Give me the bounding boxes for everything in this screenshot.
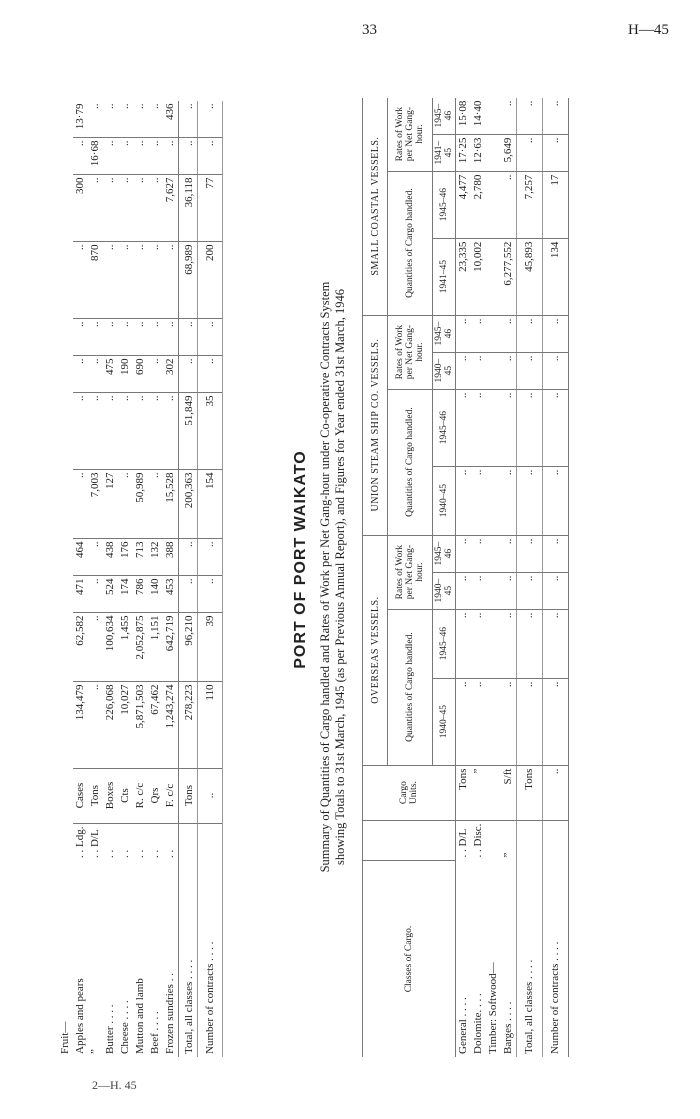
value-cell: ..: [456, 352, 472, 389]
row-unit: F. c/c: [163, 768, 179, 823]
value-cell: ..: [118, 469, 133, 538]
value-cell: ..: [148, 241, 163, 318]
value-cell: ..: [543, 134, 569, 171]
value-cell: ..: [179, 318, 198, 355]
value-cell: ..: [179, 538, 198, 575]
value-cell: ..: [471, 389, 486, 466]
row-unit: Cases: [73, 768, 88, 823]
value-cell: ..: [179, 137, 198, 174]
value-cell: 39: [198, 612, 223, 681]
row-label: Number of contracts . . . .: [198, 861, 223, 1057]
value-cell: ..: [471, 678, 486, 765]
value-cell: 6,277,552: [501, 238, 517, 315]
value-cell: 7,257: [517, 171, 543, 238]
value-cell: 67,462: [148, 681, 163, 768]
document-reference: H—45: [628, 22, 669, 38]
value-cell: 16·68: [88, 137, 103, 174]
table-row: [133, 101, 148, 1057]
value-cell: ..: [163, 392, 179, 469]
value-cell: ..: [133, 101, 148, 138]
row-operation: . . D/L: [457, 828, 469, 858]
table-row: [163, 101, 179, 1057]
value-cell: ..: [543, 98, 569, 135]
value-cell: 690: [133, 355, 148, 392]
value-cell: ..: [471, 609, 486, 678]
value-cell: ..: [133, 137, 148, 174]
value-cell: ..: [103, 392, 118, 469]
row-operation: [486, 820, 501, 860]
value-cell: [486, 572, 501, 609]
value-cell: [486, 535, 501, 572]
value-cell: ..: [501, 609, 517, 678]
value-cell: ..: [148, 469, 163, 538]
value-cell: ..: [456, 572, 472, 609]
row-operation: [517, 820, 543, 860]
value-cell: ..: [148, 392, 163, 469]
year-header: 1945–46: [433, 171, 456, 238]
row-unit: S/ft: [501, 765, 517, 820]
value-cell: 464: [73, 538, 88, 575]
value-cell: 17: [543, 171, 569, 238]
year-header: 1940–45: [433, 352, 456, 389]
value-cell: ..: [88, 174, 103, 241]
value-cell: ..: [501, 389, 517, 466]
value-cell: ..: [118, 174, 133, 241]
row-label: Cheese . . . .: [119, 1000, 131, 1054]
value-cell: ..: [88, 101, 103, 138]
value-cell: ..: [517, 134, 543, 171]
year-header: 1941–45: [433, 134, 456, 171]
value-cell: [486, 352, 501, 389]
upper-cargo-table: [58, 101, 223, 1057]
row-operation: [179, 823, 198, 861]
value-cell: 96,210: [179, 612, 198, 681]
value-cell: 713: [133, 538, 148, 575]
units-header: Cargo Units.: [363, 765, 456, 820]
row-label: Apples and pears: [74, 978, 86, 1054]
value-cell: ..: [501, 352, 517, 389]
value-cell: 127: [103, 469, 118, 538]
row-operation: ”: [502, 852, 514, 858]
value-cell: ..: [198, 355, 223, 392]
row-operation: . . D/L: [89, 829, 101, 858]
row-operation: . . Disc.: [472, 823, 484, 858]
value-cell: ..: [73, 137, 88, 174]
year-header: 1945–46: [433, 98, 456, 135]
value-cell: 300: [73, 174, 88, 241]
row-unit: Qrs: [148, 768, 163, 823]
value-cell: ..: [103, 241, 118, 318]
quantities-header: Quantities of Cargo handled.: [388, 389, 433, 535]
value-cell: 13·79: [73, 101, 88, 138]
row-label: Beef . . . .: [149, 1011, 161, 1054]
value-cell: 278,223: [179, 681, 198, 768]
value-cell: ..: [501, 678, 517, 765]
ldg-header: [363, 820, 456, 860]
value-cell: ..: [456, 389, 472, 466]
page-number: 33: [362, 22, 377, 38]
value-cell: 45,893: [517, 238, 543, 315]
value-cell: ..: [501, 466, 517, 535]
value-cell: 51,849: [179, 392, 198, 469]
value-cell: ..: [198, 137, 223, 174]
value-cell: ..: [471, 315, 486, 352]
row-unit: Tons: [517, 765, 543, 820]
value-cell: ..: [471, 535, 486, 572]
value-cell: ..: [118, 392, 133, 469]
quantities-header: Quantities of Cargo handled.: [388, 609, 433, 765]
value-cell: 471: [73, 575, 88, 612]
value-cell: ..: [471, 352, 486, 389]
value-cell: ..: [88, 575, 103, 612]
caption-line-2: showing Totals to 31st March, 1945 (as per Previous Annual Report), and Figures for Year ended 31st March, 1946: [333, 289, 347, 865]
row-label: Total, all classes . . . .: [179, 861, 198, 1057]
value-cell: 50,989: [133, 469, 148, 538]
value-cell: 77: [198, 174, 223, 241]
value-cell: ..: [148, 137, 163, 174]
value-cell: 7,627: [163, 174, 179, 241]
row-operation: . . Ldg.: [74, 826, 86, 858]
value-cell: 438: [103, 538, 118, 575]
year-header: 1941–45: [433, 238, 456, 315]
value-cell: ..: [543, 609, 569, 678]
value-cell: ..: [501, 572, 517, 609]
value-cell: 642,719: [163, 612, 179, 681]
table-row: [148, 101, 163, 1057]
value-cell: ..: [73, 318, 88, 355]
value-cell: ..: [198, 318, 223, 355]
value-cell: ..: [133, 241, 148, 318]
row-label: ”: [89, 1049, 101, 1054]
value-cell: ..: [103, 137, 118, 174]
row-label: Dolomite. . . .: [472, 993, 484, 1054]
group-label: Fruit—: [59, 1021, 71, 1054]
value-cell: [486, 134, 501, 171]
value-cell: ..: [88, 538, 103, 575]
value-cell: 10,027: [118, 681, 133, 768]
value-cell: ..: [88, 355, 103, 392]
value-cell: ..: [543, 535, 569, 572]
row-label: Butter . . . .: [104, 1004, 116, 1054]
rates-header: Rates of Work per Net Gang-hour.: [388, 535, 433, 609]
table-row: [456, 98, 472, 1057]
value-cell: ..: [88, 681, 103, 768]
value-cell: ..: [163, 318, 179, 355]
rates-header: Rates of Work per Net Gang-hour.: [388, 315, 433, 389]
value-cell: ..: [88, 612, 103, 681]
value-cell: 15·08: [456, 98, 472, 135]
value-cell: 176: [118, 538, 133, 575]
value-cell: 786: [133, 575, 148, 612]
value-cell: ..: [148, 174, 163, 241]
value-cell: 134,479: [73, 681, 88, 768]
value-cell: ..: [501, 315, 517, 352]
table-row: [88, 101, 103, 1057]
value-cell: 5,871,503: [133, 681, 148, 768]
value-cell: ..: [103, 101, 118, 138]
value-cell: 110: [198, 681, 223, 768]
table-row: [501, 98, 517, 1057]
value-cell: ..: [456, 466, 472, 535]
row-label: Barges . . . .: [502, 1001, 514, 1054]
value-cell: 35: [198, 392, 223, 469]
value-cell: ..: [543, 352, 569, 389]
row-label: Number of contracts . . . .: [543, 861, 569, 1058]
table-row: [103, 101, 118, 1057]
table-row: [486, 98, 501, 1057]
row-unit: ..: [198, 768, 223, 823]
value-cell: ..: [517, 609, 543, 678]
value-cell: ..: [543, 315, 569, 352]
row-operation: . .: [164, 849, 176, 858]
value-cell: ..: [118, 137, 133, 174]
value-cell: ..: [543, 572, 569, 609]
value-cell: [486, 238, 501, 315]
value-cell: ..: [456, 609, 472, 678]
row-unit: R. c/c: [133, 768, 148, 823]
value-cell: 15,528: [163, 469, 179, 538]
row-operation: . .: [134, 849, 146, 858]
value-cell: 2,780: [471, 171, 486, 238]
value-cell: ..: [543, 466, 569, 535]
value-cell: 154: [198, 469, 223, 538]
value-cell: 140: [148, 575, 163, 612]
value-cell: 524: [103, 575, 118, 612]
value-cell: 36,118: [179, 174, 198, 241]
row-unit: [486, 765, 501, 820]
value-cell: ..: [133, 174, 148, 241]
row-unit: Cts: [118, 768, 133, 823]
value-cell: ..: [517, 535, 543, 572]
value-cell: [486, 466, 501, 535]
year-header: 1945–46: [433, 389, 456, 466]
row-unit: ”: [471, 765, 486, 820]
classes-header: Classes of Cargo.: [363, 861, 456, 1058]
value-cell: ..: [103, 174, 118, 241]
row-operation: . .: [119, 849, 131, 858]
row-operation: [543, 820, 569, 860]
value-cell: 1,151: [148, 612, 163, 681]
row-operation: . .: [104, 849, 116, 858]
row-label: Timber: Softwood—: [487, 962, 499, 1054]
row-label: Total, all classes . . . .: [517, 861, 543, 1058]
value-cell: ..: [73, 355, 88, 392]
value-cell: ..: [118, 241, 133, 318]
value-cell: ..: [501, 171, 517, 238]
value-cell: ..: [198, 538, 223, 575]
value-cell: 174: [118, 575, 133, 612]
year-header: 1940–45: [433, 678, 456, 765]
value-cell: ..: [103, 318, 118, 355]
union-header: UNION STEAM SHIP CO. VESSELS.: [363, 315, 388, 535]
value-cell: ..: [163, 241, 179, 318]
table-row: [471, 98, 486, 1057]
value-cell: 10,002: [471, 238, 486, 315]
value-cell: ..: [517, 572, 543, 609]
summary-table: [362, 98, 569, 1057]
value-cell: ..: [456, 315, 472, 352]
caption-line-1: Summary of Quantities of Cargo handled and Rates of Work per Net Gang-hour under Co-operative Contracts System: [318, 281, 332, 873]
value-cell: ..: [517, 98, 543, 135]
value-cell: 302: [163, 355, 179, 392]
value-cell: 134: [543, 238, 569, 315]
value-cell: ..: [73, 241, 88, 318]
value-cell: 200: [198, 241, 223, 318]
value-cell: ..: [179, 575, 198, 612]
year-header: 1940–45: [433, 466, 456, 535]
row-label: Mutton and lamb: [134, 978, 146, 1054]
table-row: [118, 101, 133, 1057]
value-cell: [486, 609, 501, 678]
table-row: [543, 98, 569, 1057]
value-cell: ..: [133, 318, 148, 355]
row-unit: Tons: [456, 765, 472, 820]
page-title: PORT OF PORT WAIKATO: [292, 450, 309, 669]
value-cell: 453: [163, 575, 179, 612]
value-cell: ..: [198, 101, 223, 138]
value-cell: 1,243,274: [163, 681, 179, 768]
value-cell: 475: [103, 355, 118, 392]
value-cell: ..: [73, 469, 88, 538]
value-cell: ..: [517, 466, 543, 535]
table-row: [179, 101, 198, 1057]
value-cell: ..: [456, 535, 472, 572]
value-cell: ..: [73, 392, 88, 469]
value-cell: ..: [148, 355, 163, 392]
row-unit: ..: [543, 765, 569, 820]
row-unit: Tons: [179, 768, 198, 823]
value-cell: ..: [501, 535, 517, 572]
value-cell: ..: [118, 101, 133, 138]
value-cell: ..: [88, 392, 103, 469]
year-header: 1945–46: [433, 315, 456, 352]
row-operation: [198, 823, 223, 861]
value-cell: ..: [471, 466, 486, 535]
value-cell: 23,335: [456, 238, 472, 315]
value-cell: ..: [517, 315, 543, 352]
row-label: Frozen sundries . .: [164, 973, 176, 1054]
value-cell: ..: [517, 389, 543, 466]
year-header: 1945–46: [433, 609, 456, 678]
value-cell: 132: [148, 538, 163, 575]
value-cell: ..: [517, 352, 543, 389]
value-cell: ..: [543, 389, 569, 466]
value-cell: 190: [118, 355, 133, 392]
value-cell: [486, 315, 501, 352]
year-header: 1940–45: [433, 572, 456, 609]
value-cell: 388: [163, 538, 179, 575]
page-footer: 2—H. 45: [92, 1078, 137, 1092]
value-cell: ..: [471, 572, 486, 609]
overseas-header: OVERSEAS VESSELS.: [363, 535, 388, 765]
value-cell: 14·40: [471, 98, 486, 135]
value-cell: ..: [148, 101, 163, 138]
value-cell: 17·25: [456, 134, 472, 171]
value-cell: 1,455: [118, 612, 133, 681]
table-row: [73, 101, 88, 1057]
value-cell: 100,634: [103, 612, 118, 681]
value-cell: ..: [163, 137, 179, 174]
table-row: [198, 101, 223, 1057]
value-cell: ..: [88, 318, 103, 355]
value-cell: [486, 98, 501, 135]
value-cell: ..: [179, 355, 198, 392]
value-cell: 4,477: [456, 171, 472, 238]
value-cell: 5,649: [501, 134, 517, 171]
year-header: 1945–46: [433, 535, 456, 572]
value-cell: 68,989: [179, 241, 198, 318]
row-unit: Boxes: [103, 768, 118, 823]
value-cell: 2,052,875: [133, 612, 148, 681]
value-cell: 436: [163, 101, 179, 138]
value-cell: 226,068: [103, 681, 118, 768]
value-cell: ..: [133, 392, 148, 469]
value-cell: 7,003: [88, 469, 103, 538]
group-row: [58, 101, 73, 1057]
value-cell: ..: [543, 678, 569, 765]
table-caption: [318, 77, 348, 1077]
rates-header: Rates of Work per Net Gang-hour.: [388, 98, 433, 172]
value-cell: ..: [148, 318, 163, 355]
value-cell: ..: [456, 678, 472, 765]
row-unit: Tons: [88, 768, 103, 823]
coastal-header: SMALL COASTAL VESSELS.: [363, 98, 388, 316]
value-cell: 62,582: [73, 612, 88, 681]
value-cell: 870: [88, 241, 103, 318]
quantities-header: Quantities of Cargo handled.: [388, 171, 433, 315]
value-cell: ..: [198, 575, 223, 612]
value-cell: ..: [118, 318, 133, 355]
table-row: [517, 98, 543, 1057]
value-cell: 12·63: [471, 134, 486, 171]
value-cell: ..: [501, 98, 517, 135]
value-cell: [486, 389, 501, 466]
value-cell: ..: [179, 101, 198, 138]
value-cell: 200,363: [179, 469, 198, 538]
row-operation: . .: [149, 849, 161, 858]
value-cell: [486, 678, 501, 765]
value-cell: ..: [517, 678, 543, 765]
row-label: General . . . .: [457, 997, 469, 1054]
value-cell: [486, 171, 501, 238]
